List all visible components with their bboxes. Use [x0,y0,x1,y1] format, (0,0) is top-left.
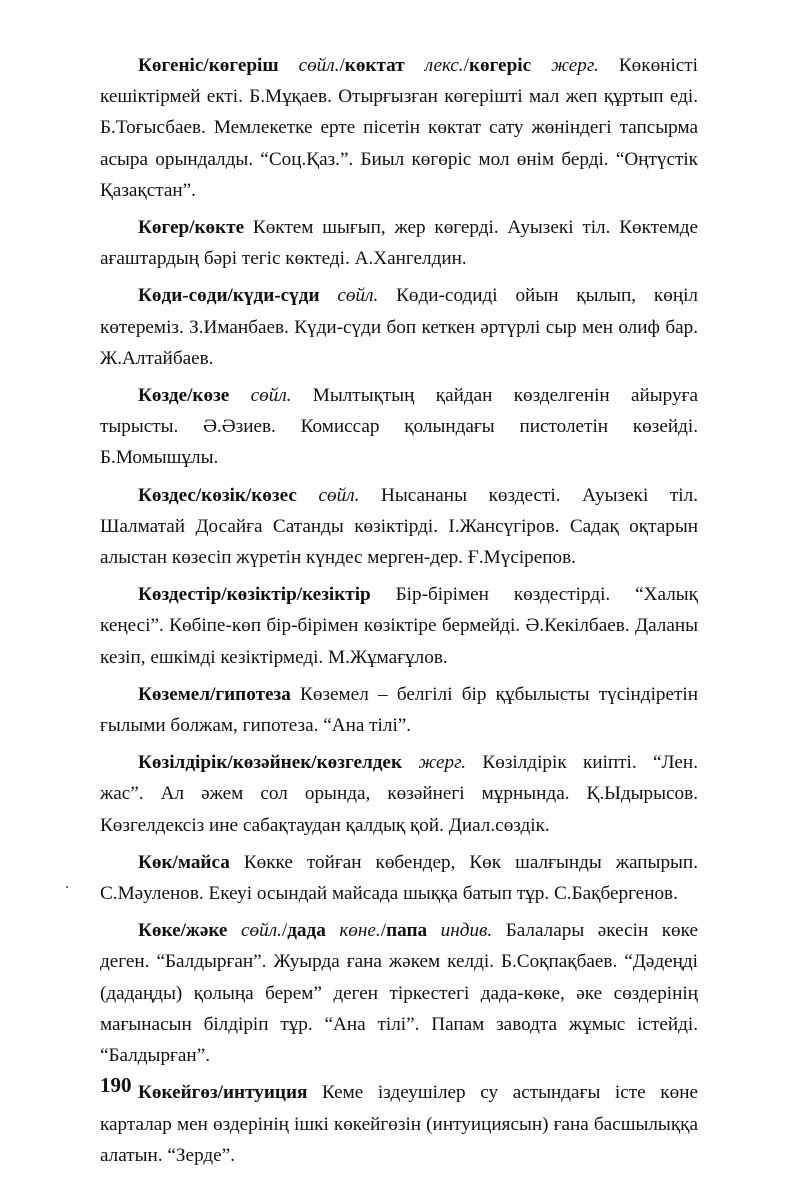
page-number: 190 [100,1073,132,1097]
entry-kogenis: Көгеніс/көгеріш сөйл./көктат лекс./көгеріс жерг. Көкөністі кешіктірмей екті. Б.Мұқаев. Отырғызған көгерішті мал жеп құртып еді. Б.Тоғысбаев. Мемлекетке ерте пісетін көктат сату жөніндегі тапсырма асыра орындалды. “Соц.Қаз.”. Биыл көгөріс мол өнім берді. “Оңтүстік Қазақстан”. [100,55,699,201]
headword: Көзілдірік/көзәйнек/көзгелдек [138,752,403,774]
entry-text: Көди-содиді ойын қылып, көңіл көтереміз. З.Иманбаев. Күди-сүди боп кеткен әртүрлі сыр мен олиф бар. Ж.Алтайбаев. [100,285,698,369]
headword: дада [287,920,326,942]
headword: Көзде/көзе [138,385,230,407]
entry-kozildirik [100,747,698,841]
headword: Көгер/көкте [138,217,245,239]
headword: Көгеніс/көгеріш [138,55,279,76]
headword: Көди-сөди/күди-сүди [138,285,320,307]
headword: көктат [344,55,405,76]
entry-text: Көкөністі кешіктірмей екті. Б.Мұқаев. Отырғызған көгерішті мал жеп құртып еді. Б.Тоғысбаев. Мемлекетке ерте пісетін көктат сату жөніндегі тапсырма асыра орындалды. “Соц.Қаз.”. Биыл көгөріс мол өнім берді. “Оңтүстік Қазақстан”. [100,55,699,201]
entry-kozemel [100,679,698,741]
entry-text: Бір-бірімен көздестірді. “Халық кеңесі”. Көбіпе-көп бір-бірімен көзіктіре бермейді. Ә.Кекілбаев. Даланы кезіп, ешкімді кезіктірмеді. М.Жұмағұлов. [100,584,698,668]
entry-kok-maisa [100,847,698,909]
entry-text: Көземел – белгілі бір құбылысты түсіндіретін ғылыми болжам, гипотеза. “Ана тілі”. [100,683,698,737]
usage-label: көне. [339,920,381,942]
usage-label: индив. [440,920,493,942]
entry-text: Мылтықтың қайдан көзделгенін айыруға тырысты. Ә.Әзиев. Комиссар қолындағы пистолетін көзейді. Б.Момышұлы. [100,385,698,469]
print-speck [66,886,68,888]
entry-text: Кеме іздеушілер су астындағы істе көне карталар мен өздерінің ішкі көкейгөзін (интуициясын) ғана басшылыққа алатын. “Зерде”. [100,1082,698,1166]
headword: көгеріс [468,55,532,76]
headword: Көке/жәке [138,920,228,942]
usage-label: сөйл. [240,920,282,942]
entry-kokeigoz [100,1077,698,1171]
usage-label: сөйл. [298,55,340,76]
entry-koke: Көке/жәке сөйл./дада көне./папа индив. Балалары әкесін көке деген. “Балдырған”. Жуырда ғана жәкем келді. Б.Соқпақбаев. “Дәдеңді (дадаңды) қолыңа берем” деген тіркестегі дада-көке, әке сөздерінің мағынасын білдіріп тұр. “Ана тілі”. Папам заводта жұмыс істейді. “Балдырған”. [100,920,699,1067]
headword: Көкейгөз/интуиция [138,1082,308,1104]
entry-koger [100,212,698,274]
usage-label: жерг. [418,752,467,774]
entry-text: Көзілдірік киіпті. “Лен. жас”. Ал әжем сол орында, көзәйнегі мұрнында. Қ.Ыдырысов. Көзгелдексіз ине сабақтаудан қалдық қой. Диал.сөздік. [100,752,699,836]
entry-kozdes [100,480,698,574]
entry-kozdestir [100,579,698,673]
usage-label: жерг. [551,55,599,76]
entry-kodi-sodi [100,280,698,374]
entry-text: Балалары әкесін көке деген. “Балдырған”. Жуырда ғана жәкем келді. Б.Соқпақбаев. “Дәдеңді (дадаңды) қолыңа берем” деген тіркестегі дада-көке, әке сөздерінің мағынасын білдіріп тұр. “Ана тілі”. Папам заводта жұмыс істейді. “Балдырған”. [100,920,699,1067]
headword: Көк/майса [138,851,230,873]
usage-label: лекс. [424,55,464,76]
usage-label: сөйл. [250,385,292,407]
entry-text: Көктем шығып, жер көгерді. Ауызекі тіл. Көктемде ағаштардың бәрі тегіс көктеді. А.Хангелдин. [100,217,698,270]
entry-text: Көкке тойған көбендер, Көк шалғынды жапырып. С.Мәуленов. Екеуі осындай майсада шыққа батып тұр. С.Бақбергенов. [100,851,698,905]
headword: Көземел/гипотеза [138,683,291,705]
usage-label: сөйл. [337,285,379,307]
entry-text: Нысананы көздесті. Ауызекі тіл. Шалматай Досайға Сатанды көзіктірді. І.Жансүгіров. Садақ оқтарын алыстан көзесіп жүретін күндес мерген-дер. Ғ.Мүсірепов. [100,484,698,569]
usage-label: сөйл. [318,484,360,506]
headword: Көздестір/көзіктір/кезіктір [138,584,371,606]
entry-kozde [100,380,698,474]
headword: Көздес/көзік/көзес [138,484,297,506]
headword: папа [386,920,428,942]
